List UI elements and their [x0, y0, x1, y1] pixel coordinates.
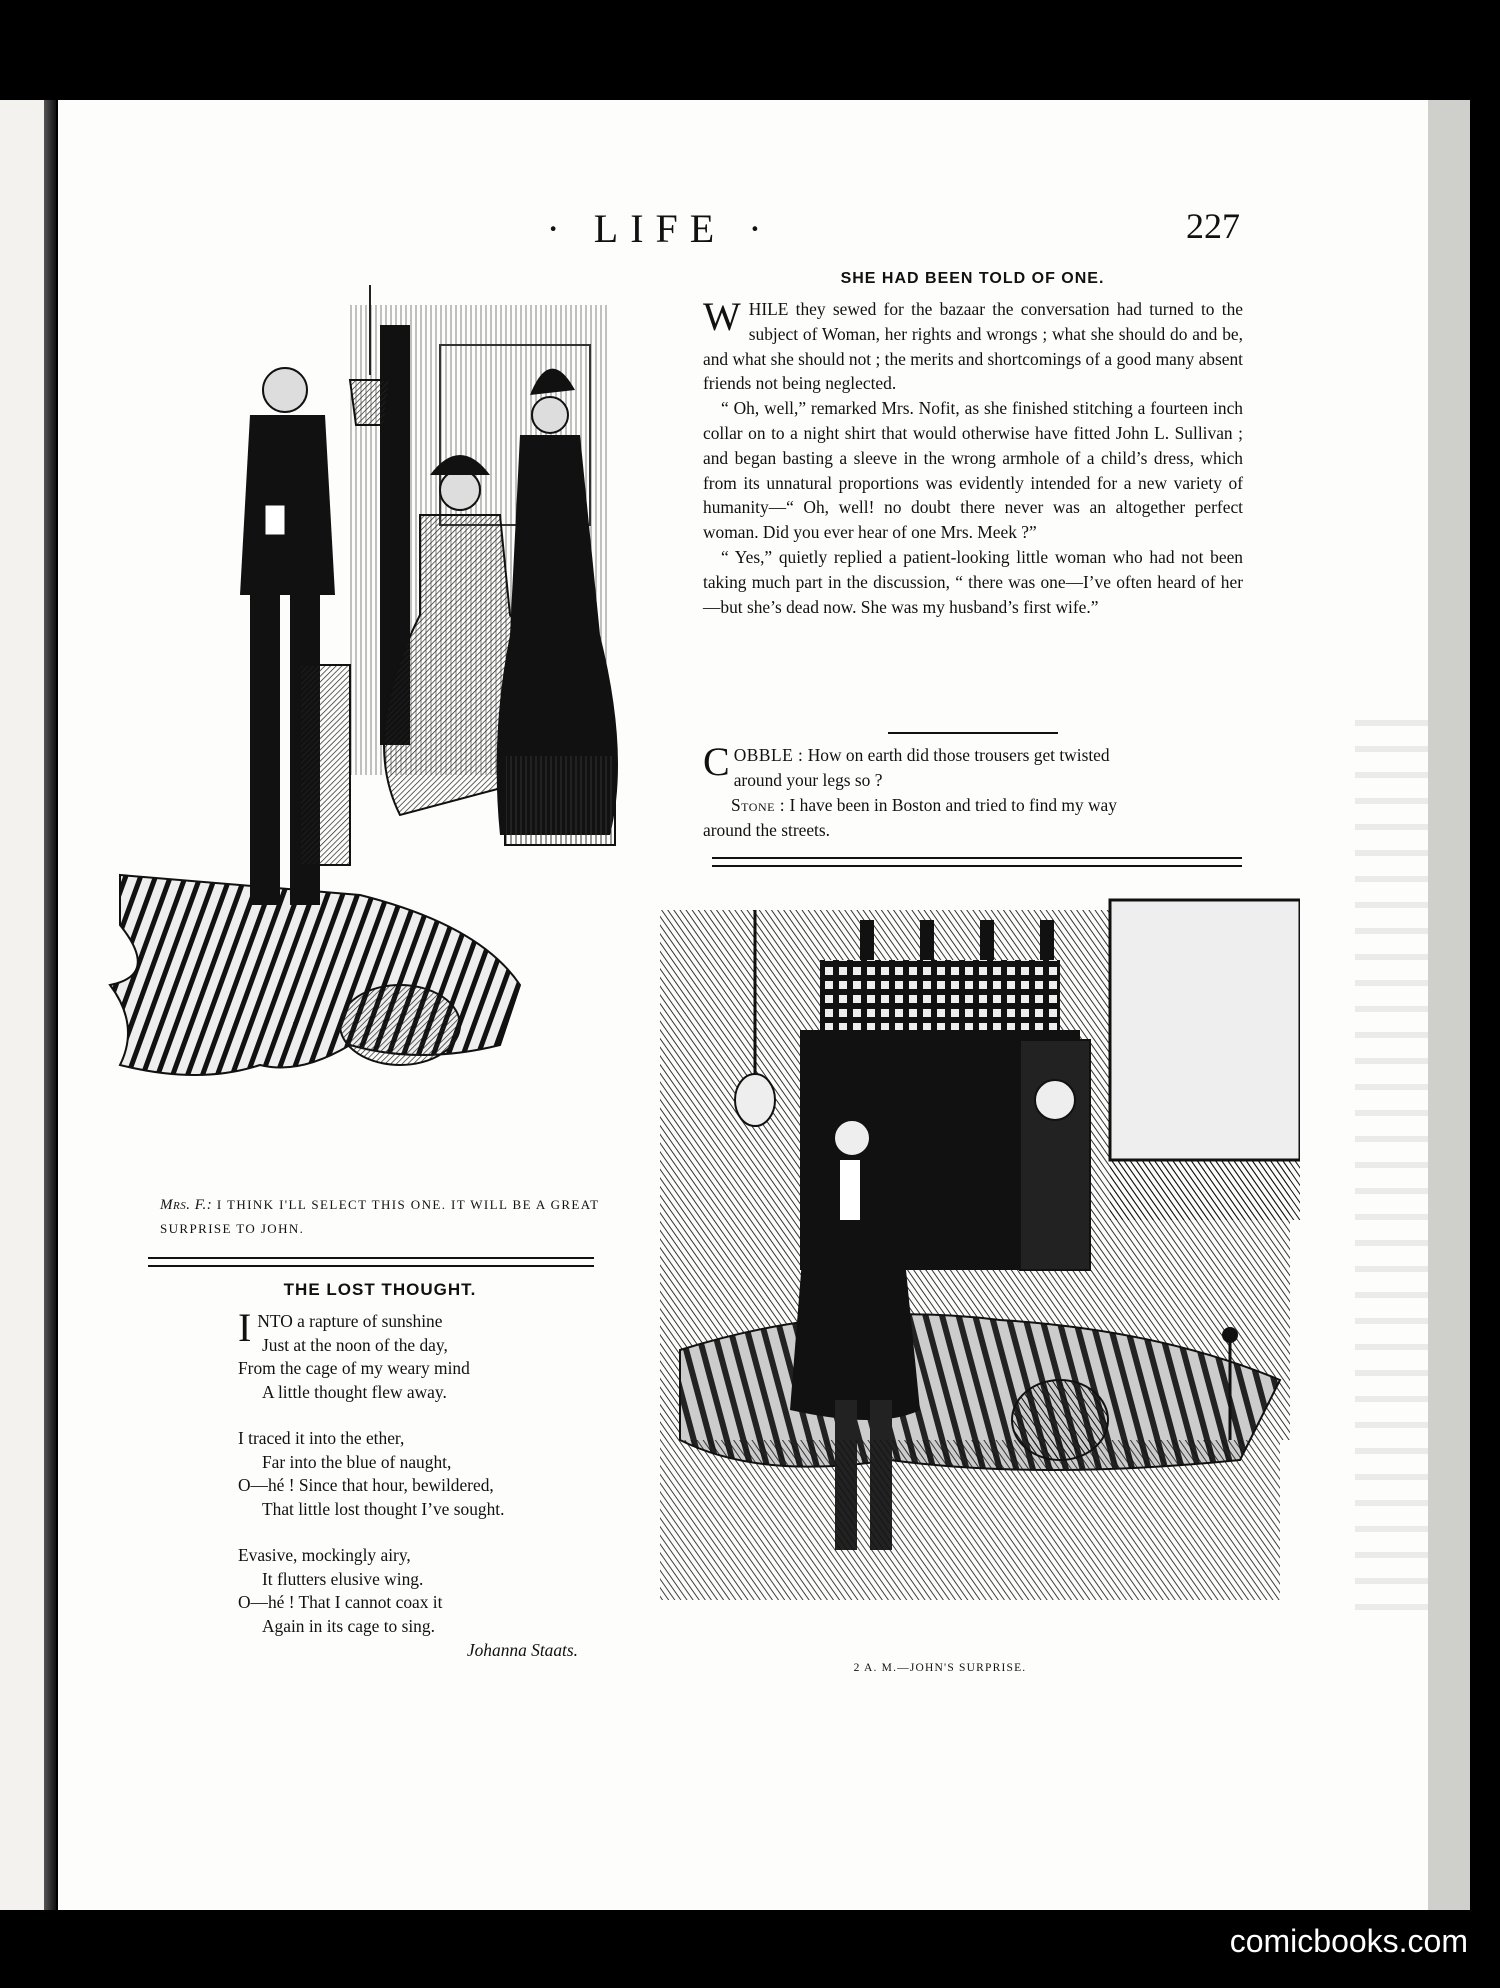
dialogue-text: How on earth did those trousers get twisted [803, 745, 1110, 765]
poem-dropcap: I [238, 1305, 252, 1350]
poem-stanza [238, 1427, 598, 1521]
dialogue-line [703, 793, 1243, 818]
poem-line: Just at the noon of the day, [262, 1334, 448, 1355]
page-number: 227 [1186, 206, 1240, 246]
poem-stanza [238, 1544, 598, 1638]
site-watermark: comicbooks.com [1229, 1923, 1468, 1959]
poem-line: That little lost thought I’ve sought. [262, 1498, 505, 1519]
story-text: HILE they sewed for the bazaar the conversation had turned to the subject of Woman, her rights and wrongs ; what she should do and be, and what she should not ; the merits and shortcomings of a good many absent friends not being neglected. [703, 299, 1243, 394]
speaker-name: OBBLE : [733, 745, 804, 765]
story-paragraph [703, 294, 1243, 396]
illustration-tiger-rug-selection [100, 285, 640, 1195]
poem-line: A little thought flew away. [262, 1381, 447, 1402]
story-she-had-been-told [703, 294, 1243, 619]
poem-line: Far into the blue of naught, [262, 1451, 452, 1472]
page-border [1428, 100, 1470, 1910]
right-illustration-caption: 2 A. M.—JOHN'S SURPRISE. [853, 1662, 1027, 1674]
poem-line: It flutters elusive wing. [262, 1568, 424, 1589]
poem-line: I traced it into the ether, [238, 1428, 405, 1448]
speaker-name: Stone : [731, 795, 786, 815]
poem-stanza [238, 1305, 598, 1404]
illustration-johns-surprise [640, 880, 1300, 1620]
left-illustration-caption [160, 1193, 600, 1241]
caption-text: I THINK I'LL SELECT THIS ONE. IT WILL BE A GREAT SURPRISE TO JOHN. [160, 1197, 600, 1236]
poem-line: Evasive, mockingly airy, [238, 1545, 411, 1565]
poem-author: Johanna Staats. [466, 1640, 578, 1660]
bleed-through-text [1355, 720, 1428, 1620]
poem-title: THE LOST THOUGHT. [283, 1280, 477, 1299]
dialogue-text: I have been in Boston and tried to find my way [785, 795, 1117, 815]
cobble-stone-dialogue [703, 739, 1243, 843]
story-title: SHE HAD BEEN TOLD OF ONE. [840, 270, 1105, 287]
dialogue-line: around your legs so ? [733, 770, 883, 790]
caption-speaker: Mrs. F.: [160, 1197, 213, 1213]
poem-lost-thought [238, 1305, 598, 1663]
poem-line: Again in its cage to sing. [262, 1615, 435, 1636]
book-gutter [44, 100, 56, 1910]
dialogue-dropcap: C [703, 739, 730, 784]
divider-double [712, 857, 1242, 867]
story-paragraph: “ Oh, well,” remarked Mrs. Nofit, as she finished stitching a fourteen inch collar on to a night shirt that would otherwise have fitted John L. Sullivan ; and began basting a sleeve in the wrong armhole of a child’s dress, which from its unnatural proportions was evidently intended for a new variety of humanity—“ Oh, well! no doubt there never was an altogether perfect woman. Did you ever hear of one Mrs. Meek ?” [703, 398, 1243, 543]
divider-double [148, 1257, 594, 1267]
story-paragraph: “ Yes,” quietly replied a patient-looking little woman who had not been taking much part in the discussion, “ there was one—I’ve often heard of her—but she’s dead now. She was my husband’s first wife.” [703, 546, 1243, 617]
masthead: · LIFE · [546, 206, 774, 251]
poem-line: NTO a rapture of sunshine [257, 1311, 443, 1331]
poem-line: From the cage of my weary mind [238, 1358, 470, 1378]
dialogue-line: around the streets. [703, 820, 831, 840]
poem-line: O—hé ! Since that hour, bewildered, [238, 1475, 494, 1495]
story-dropcap: W [703, 294, 741, 339]
facing-page-edge [0, 100, 44, 1910]
poem-line: O—hé ! That I cannot coax it [238, 1592, 443, 1612]
divider-short [888, 732, 1058, 734]
